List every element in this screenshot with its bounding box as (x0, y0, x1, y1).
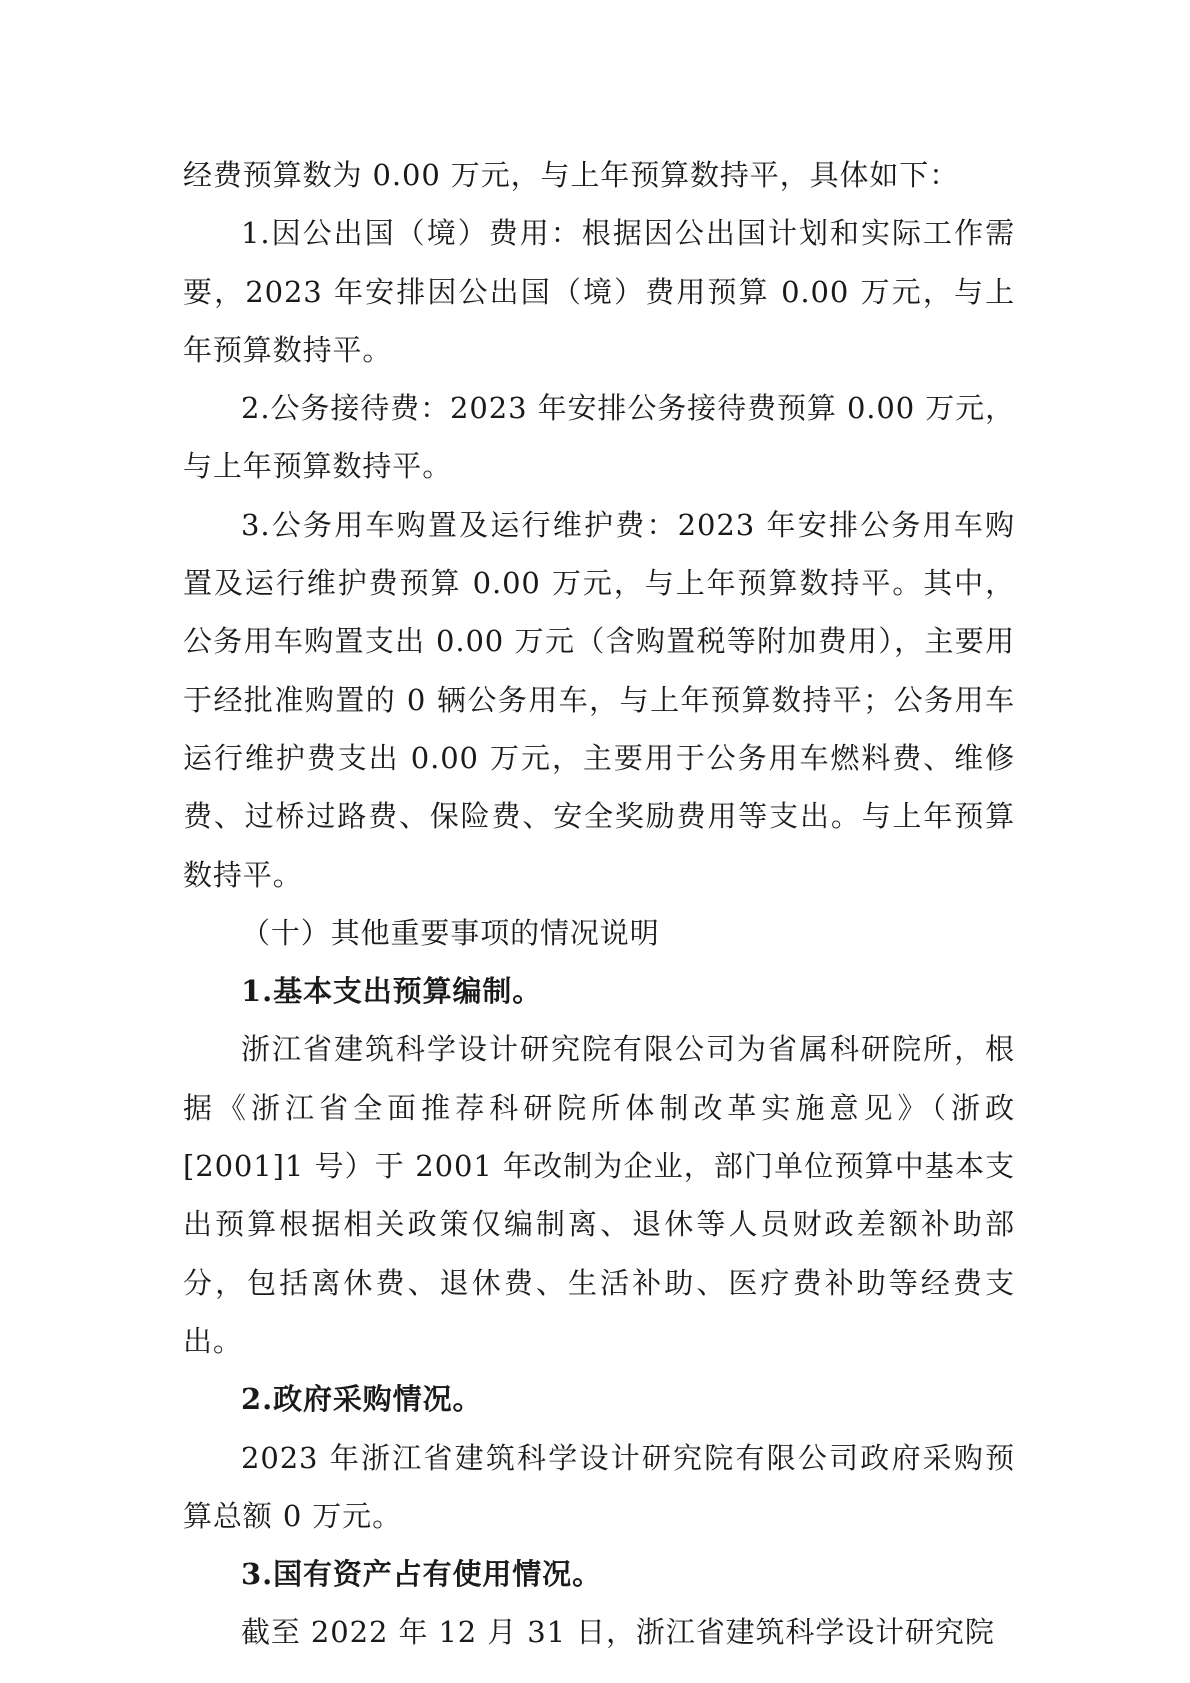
paragraph-continuation: 经费预算数为 0.00 万元，与上年预算数持平，具体如下： (183, 158, 960, 192)
subheading-basic-budget: 1.基本支出预算编制。 (241, 974, 543, 1009)
paragraph-assets: 截至 2022 年 12 月 31 日，浙江省建筑科学设计研究院 (241, 1615, 995, 1650)
paragraph-foreign-travel: 1.因公出国（境）费用：根据因公出国计划和实际工作需要，2023 年安排因公出国（境）费用预算 0.00 万元，与上年预算数持平。 (183, 216, 1015, 367)
paragraph-procurement: 2023 年浙江省建筑科学设计研究院有限公司政府采购预算总额 0 万元。 (183, 1440, 1015, 1533)
subheading-procurement: 2.政府采购情况。 (241, 1382, 483, 1417)
document-body (183, 146, 1015, 1662)
paragraph-vehicle: 3.公务用车购置及运行维护费：2023 年安排公务用车购置及运行维护费预算 0.00 万元，与上年预算数持平。其中，公务用车购置支出 0.00 万元（含购置税等附加费用），主要用于经批准购置的 0 辆公务用车，与上年预算数持平；公务用车运行维护费支出 0.00 万元，主要用于公务用车燃料费、维修费、过桥过路费、保险费、安全奖励费用等支出。与上年预算数持平。 (183, 507, 1015, 892)
paragraph-reception: 2.公务接待费：2023 年安排公务接待费预算 0.00 万元，与上年预算数持平。 (183, 391, 1015, 484)
section-heading: （十）其他重要事项的情况说明 (241, 915, 660, 950)
paragraph-basic-budget: 浙江省建筑科学设计研究院有限公司为省属科研院所，根据《浙江省全面推荐科研院所体制改革实施意见》（浙政[2001]1 号）于 2001 年改制为企业，部门单位预算中基本支出预算根据相关政策仅编制离、退休等人员财政差额补助部分，包括离休费、退休费、生活补助、医疗费补助等经费支出。 (183, 1032, 1015, 1358)
subheading-assets: 3.国有资产占有使用情况。 (241, 1557, 602, 1592)
